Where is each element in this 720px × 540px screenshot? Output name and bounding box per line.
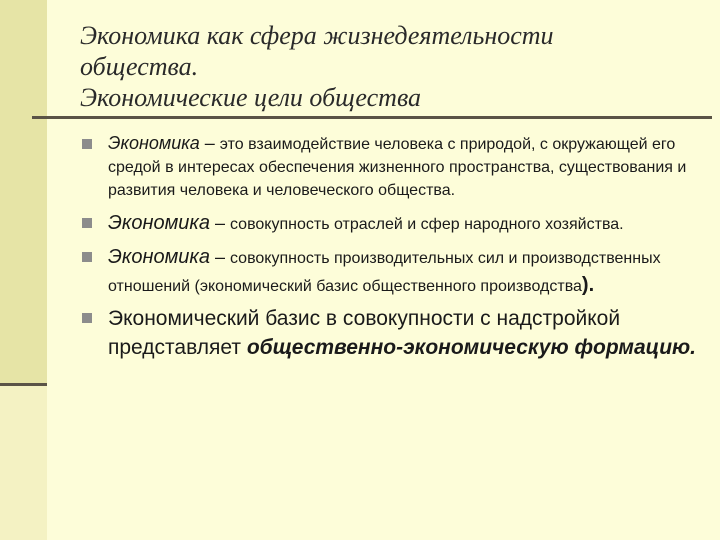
term: Экономика <box>108 212 210 234</box>
left-decor-bar-accent <box>0 0 47 386</box>
title-line-1: Экономика как сфера жизнедеятельности <box>80 21 554 50</box>
list-item <box>82 209 702 239</box>
bullet-square-icon <box>82 139 92 149</box>
slide-title <box>80 20 700 113</box>
list-item <box>82 132 702 202</box>
emphasis-text: общественно-экономическую формацию. <box>246 336 697 359</box>
dash: – <box>209 213 230 233</box>
bullet-square-icon <box>82 218 92 228</box>
list-item <box>82 304 702 362</box>
title-divider <box>32 116 712 119</box>
title-line-2: общества. <box>80 52 199 81</box>
definition-text: совокупность отраслей и сфер народного хозяйства. <box>230 216 624 233</box>
dash: – <box>199 133 220 153</box>
list-item <box>82 244 702 300</box>
bullet-square-icon <box>82 252 92 262</box>
definition-text: совокупность производительных сил и производственных отношений (экономический базис общественного производства <box>108 250 661 295</box>
statement-text: Экономический базис в совокупности с надстройкой представляет <box>108 307 621 359</box>
bullet-list <box>82 132 702 362</box>
definition-text: это взаимодействие человека с природой, с окружающей его средой в интересах обеспечения жизненного пространства, существования и развития человека и человеческого общества. <box>108 136 687 199</box>
term: Экономика <box>108 133 200 153</box>
term: Экономика <box>108 246 210 268</box>
title-line-3: Экономические цели общества <box>80 83 422 112</box>
dash: – <box>209 247 230 267</box>
closing-paren: ). <box>581 274 595 296</box>
bullet-square-icon <box>82 313 92 323</box>
